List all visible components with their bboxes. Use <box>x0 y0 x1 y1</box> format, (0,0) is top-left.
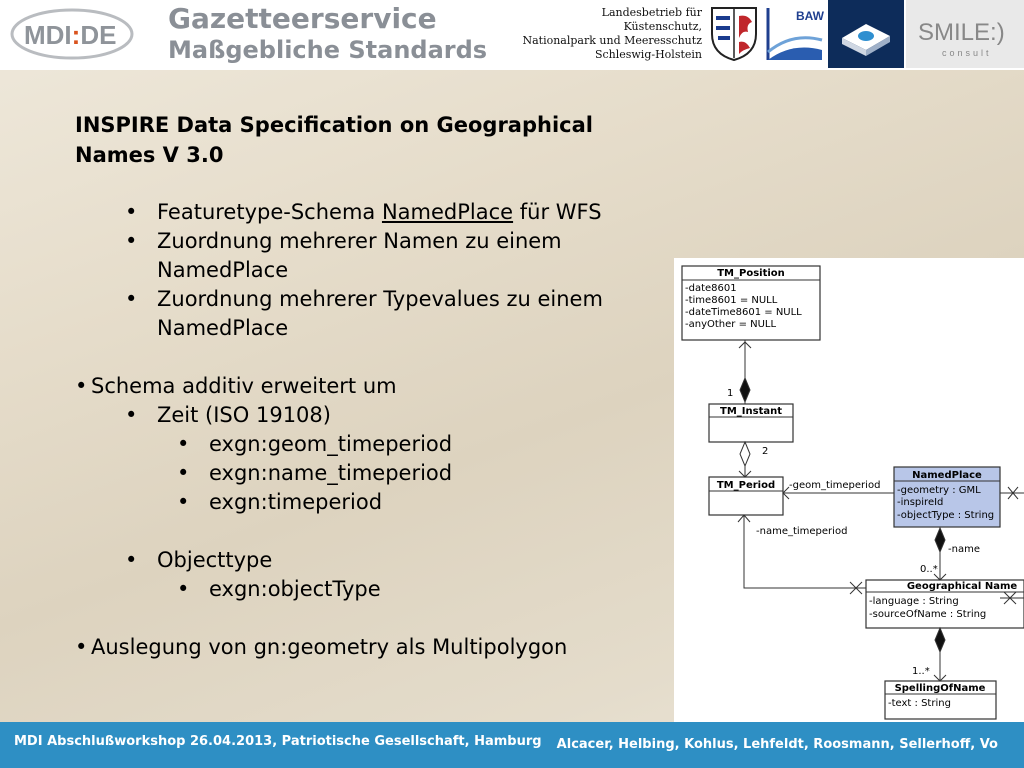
svg-text:SMILE:): SMILE:) <box>918 19 1005 46</box>
mdi-cube-logo <box>828 0 904 68</box>
class-name: TM_Instant <box>720 406 782 417</box>
class-name: NamedPlace <box>912 470 982 481</box>
lkn-line: Nationalpark und Meeresschutz <box>522 34 702 47</box>
bullet-text: Zuordnung mehrerer Typevalues zu einem <box>157 287 603 311</box>
bullet-item: • Featuretype-Schema NamedPlace für WFS <box>125 200 602 224</box>
uml-class-tm-position <box>682 266 820 340</box>
bullet-text: Featuretype-Schema <box>157 200 382 224</box>
bullet-text: NamedPlace <box>157 316 289 340</box>
namedplace-link[interactable]: NamedPlace <box>381 200 514 224</box>
smile-consult-logo <box>906 0 1024 68</box>
multiplicity-label: 0..* <box>920 564 938 575</box>
role-label: -geom_timeperiod <box>789 480 881 491</box>
svg-text:consult: consult <box>942 48 992 58</box>
class-attr: -language : String <box>869 596 959 607</box>
baw-logo <box>762 2 826 66</box>
bullet-text: Auslegung von gn:geometry als Multipolygon <box>91 635 568 659</box>
svg-text:BAW: BAW <box>796 9 824 23</box>
multiplicity-label: 1 <box>727 388 734 399</box>
bullet-item: • Schema additiv erweitert um <box>75 374 397 398</box>
bullet-text: Zeit (ISO 19108) <box>157 403 331 427</box>
class-attr: -geometry : GML <box>897 485 981 496</box>
bullet-item: • Zeit (ISO 19108) <box>125 403 331 427</box>
multiplicity-label: 1..* <box>912 666 930 677</box>
bullet-text: Zuordnung mehrerer Namen zu einem <box>157 229 562 253</box>
bullet-text: Schema additiv erweitert um <box>91 374 397 398</box>
class-attr: -time8601 = NULL <box>685 295 778 306</box>
bullet-item: • Auslegung von gn:geometry als Multipolygon <box>75 635 568 659</box>
lkn-line: Schleswig-Holstein <box>594 48 702 61</box>
uml-class-spellingofname <box>885 681 996 719</box>
bullet-text: Objecttype <box>157 548 273 572</box>
bullet-text: NamedPlace <box>157 258 289 282</box>
class-attr: -dateTime8601 = NULL <box>685 307 802 318</box>
role-label: -name <box>948 544 980 555</box>
multiplicity-label: 2 <box>762 446 769 457</box>
uml-class-tm-period <box>709 477 783 515</box>
class-attr: -sourceOfName : String <box>869 609 987 620</box>
bullet-item: • exgn:name_timeperiod <box>177 461 453 485</box>
bullet-text: exgn:geom_timeperiod <box>209 432 453 456</box>
slide-content <box>75 110 695 662</box>
bullet-item: • exgn:timeperiod <box>177 490 383 514</box>
class-name: SpellingOfName <box>894 683 986 694</box>
bullet-text: exgn:objectType <box>209 577 381 601</box>
class-attr: -text : String <box>888 698 951 709</box>
class-name: TM_Period <box>716 480 776 491</box>
uml-class-namedplace <box>894 467 1000 527</box>
lkn-line: Küstenschutz, <box>623 20 702 33</box>
bullet-item: • exgn:geom_timeperiod <box>177 432 453 456</box>
schleswig-holstein-crest-logo <box>708 4 760 62</box>
lkn-agency-text <box>522 6 702 62</box>
bullet-item: • Objecttype <box>125 548 273 572</box>
bullet-item: • exgn:objectType <box>177 577 381 601</box>
lkn-line: Landesbetrieb für <box>601 6 702 19</box>
title-line1: Gazetteerservice <box>168 2 437 35</box>
class-attr: -objectType : String <box>897 510 995 521</box>
bullet-text: exgn:timeperiod <box>209 490 383 514</box>
bullet-text: exgn:name_timeperiod <box>209 461 453 485</box>
svg-text:MDI:DE: MDI:DE <box>24 20 117 50</box>
heading-line2: Names V 3.0 <box>75 143 224 167</box>
uml-class-diagram <box>674 258 1024 726</box>
class-attr: -anyOther = NULL <box>685 319 777 330</box>
class-name: Geographical Name <box>906 581 1018 592</box>
role-label: -name_timeperiod <box>756 526 848 537</box>
footer-authors-text: Alcacer, Helbing, Kohlus, Lehfeldt, Roosmann, Sellerhoff, Vo <box>556 737 998 752</box>
bullet-item: • Zuordnung mehrerer Typevalues zu einem NamedPlace <box>157 285 695 343</box>
footer-event-text: MDI Abschlußworkshop 26.04.2013, Patriotische Gesellschaft, Hamburg <box>14 734 542 749</box>
bullet-item: • Zuordnung mehrerer Namen zu einem NamedPlace <box>157 227 695 285</box>
class-name: TM_Position <box>717 268 785 279</box>
slide-heading <box>75 110 695 170</box>
uml-class-tm-instant <box>709 404 793 442</box>
title-line2: Maßgebliche Standards <box>168 36 488 64</box>
bullet-text: für WFS <box>513 200 602 224</box>
class-attr: -inspireId <box>897 497 944 508</box>
mdi-de-logo <box>10 6 150 62</box>
class-attr: -date8601 <box>685 283 737 294</box>
uml-class-geographical-name <box>866 580 1024 628</box>
heading-line1: INSPIRE Data Specification on Geographical <box>75 113 593 137</box>
